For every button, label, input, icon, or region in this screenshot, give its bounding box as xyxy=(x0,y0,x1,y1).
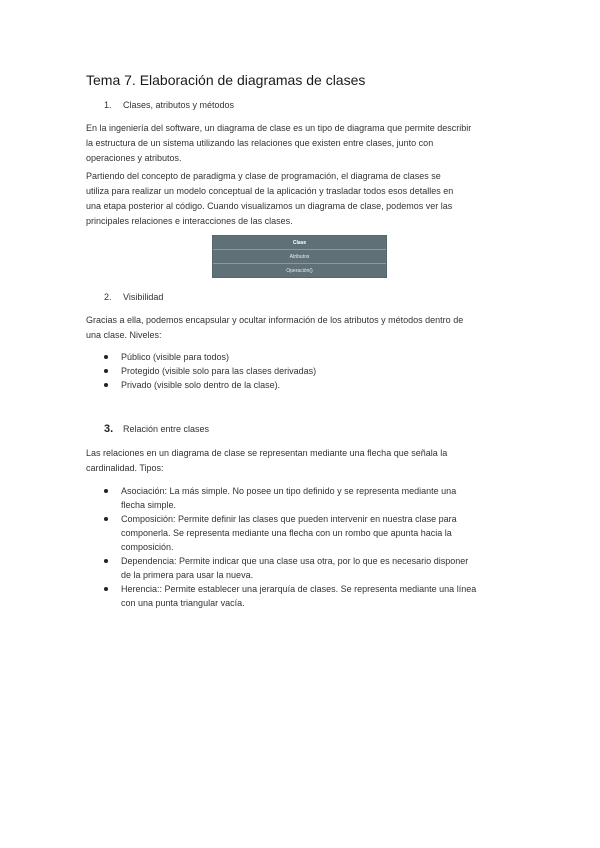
paragraph xyxy=(86,121,518,166)
text-line: Partiendo del concepto de paradigma y clase de programación, el diagrama de clases se xyxy=(86,171,441,181)
text-line: una etapa posterior al código. Cuando visualizamos un diagrama de clase, podemos ver las xyxy=(86,201,453,211)
text-line: Las relaciones en un diagrama de clase se representan mediante una flecha que señala la xyxy=(86,448,448,458)
uml-class-name: Clase xyxy=(213,236,386,250)
text-line: Privado (visible solo dentro de la clase). xyxy=(121,380,281,390)
text-line: operaciones y atributos. xyxy=(86,153,182,163)
section-heading-3 xyxy=(104,423,209,435)
section-number: 1. xyxy=(104,100,112,110)
paragraph xyxy=(86,446,518,476)
text-line: cardinalidad. Tipos: xyxy=(86,463,164,473)
text-line: flecha simple. xyxy=(121,500,177,510)
list-item xyxy=(104,512,524,554)
text-line: En la ingeniería del software, un diagrama de clase es un tipo de diagrama que permite describir xyxy=(86,123,472,133)
bullet-icon xyxy=(104,383,108,387)
section-number: 3. xyxy=(104,423,114,435)
section-title: Clases, atributos y métodos xyxy=(123,100,235,110)
uml-operations: Operación() xyxy=(286,267,313,274)
text-line: Gracias a ella, podemos encapsular y ocultar información de los atributos y métodos dentro de xyxy=(86,315,464,325)
text-line: Dependencia: Permite indicar que una clase usa otra, por lo que es necesario disponer xyxy=(121,556,469,566)
text-line: componerla. Se representa mediante una flecha con un rombo que apunta hacia la xyxy=(121,528,452,538)
text-line: la estructura de un sistema utilizando las relaciones que existen entre clases, junto con xyxy=(86,138,434,148)
section-heading-2 xyxy=(104,292,163,302)
list-item xyxy=(104,364,524,378)
text-line: Composición: Permite definir las clases que pueden intervenir en nuestra clase para xyxy=(121,514,457,524)
bullet-icon xyxy=(104,489,108,493)
paragraph xyxy=(86,313,518,343)
list-item xyxy=(104,484,524,512)
text-line: una clase. Niveles: xyxy=(86,330,162,340)
text-line: con una punta triangular vacía. xyxy=(121,598,245,608)
list-item xyxy=(104,350,524,364)
text-line: Herencia:: Permite establecer una jerarquía de clases. Se representa mediante una línea xyxy=(121,584,477,594)
text-line: de la primera para usar la nueva. xyxy=(121,570,254,580)
section-number: 2. xyxy=(104,292,112,302)
paragraph xyxy=(86,169,518,229)
list-item xyxy=(104,582,524,610)
page-title: Tema 7. Elaboración de diagramas de clases xyxy=(86,72,366,88)
section-title: Visibilidad xyxy=(123,292,164,302)
section-heading-1 xyxy=(104,100,234,110)
list-item xyxy=(104,554,524,582)
visibility-list xyxy=(104,350,524,392)
text-line: Asociación: La más simple. No posee un tipo definido y se representa mediante una xyxy=(121,486,457,496)
bullet-icon xyxy=(104,587,108,591)
section-title: Relación entre clases xyxy=(123,424,210,434)
list-item xyxy=(104,378,524,392)
bullet-icon xyxy=(104,559,108,563)
bullet-icon xyxy=(104,355,108,359)
bullet-icon xyxy=(104,369,108,373)
text-line: Protegido (visible solo para las clases derivadas) xyxy=(121,366,317,376)
text-line: utiliza para realizar un modelo conceptual de la aplicación y trasladar todos esos detalles en xyxy=(86,186,454,196)
bullet-icon xyxy=(104,517,108,521)
text-line: composición. xyxy=(121,542,174,552)
relations-list xyxy=(104,484,524,610)
uml-class-diagram xyxy=(212,235,387,278)
text-line: principales relaciones e interacciones de las clases. xyxy=(86,216,293,226)
text-line: Público (visible para todos) xyxy=(121,352,230,362)
uml-attributes: Atributos xyxy=(213,250,386,264)
